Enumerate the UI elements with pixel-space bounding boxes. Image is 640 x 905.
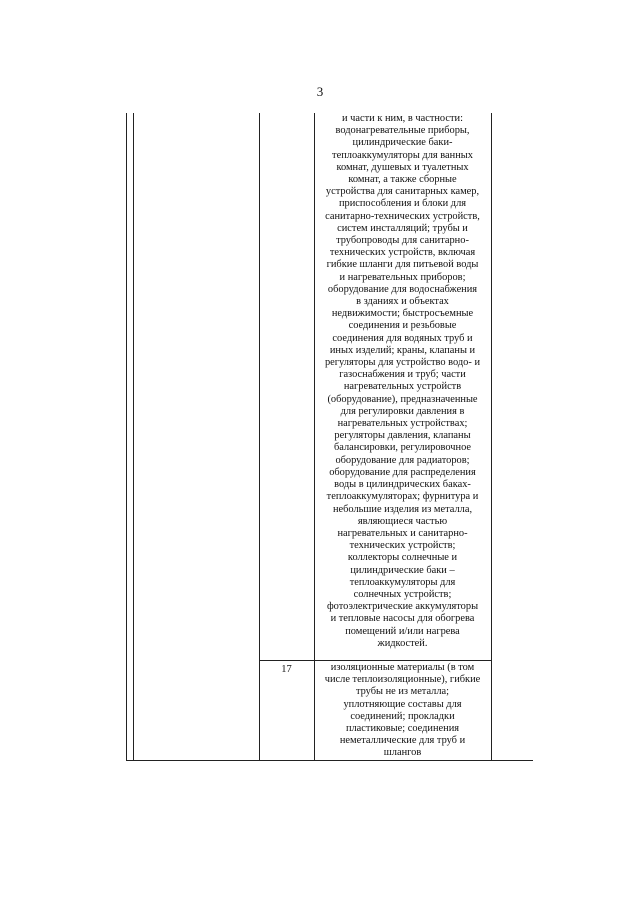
- description-line: неметаллические для труб и: [339, 735, 466, 747]
- row-description: [314, 113, 491, 650]
- description-line: систем инсталляций; трубы и: [337, 222, 468, 234]
- description-line: гибкие шланги для питьевой воды: [326, 259, 479, 271]
- description-line: приспособления и блоки для: [338, 198, 467, 210]
- row-number: 17: [281, 664, 292, 675]
- description-line: регуляторы давления, клапаны: [334, 430, 471, 442]
- description-line: комнат, душевых и туалетных: [336, 161, 469, 173]
- description-line: и нагревательных приборов;: [339, 271, 466, 283]
- description-line: трубопроводы для санитарно-: [336, 235, 469, 247]
- description-line: коллекторы солнечные и: [347, 552, 458, 564]
- row-description: [314, 662, 491, 760]
- description-line: изоляционные материалы (в том: [330, 662, 475, 673]
- table-divider-1: [133, 113, 134, 760]
- description-line: технических устройств;: [349, 540, 456, 552]
- description-line: трубы не из металла;: [355, 686, 450, 698]
- description-line: теплоаккумуляторы для: [349, 576, 456, 588]
- page-number: 3: [316, 84, 324, 99]
- description-line: теплоаккумуляторах; фурнитура и: [326, 491, 479, 503]
- description-line: фотоэлектрические аккумуляторы: [326, 601, 479, 613]
- description-line: нагревательных устройств: [343, 381, 462, 393]
- row-separator: [259, 660, 491, 661]
- description-line: шлангов: [383, 747, 422, 759]
- description-line: регуляторы для устройство водо- и: [324, 357, 481, 369]
- description-line: пластиковые; соединения: [345, 723, 460, 735]
- description-line: и тепловые насосы для обогрева: [330, 613, 475, 625]
- description-line: устройства для санитарных камер,: [325, 186, 480, 198]
- description-line: оборудование для водоснабжения: [327, 283, 478, 295]
- description-line: комнат, а также сборные: [348, 174, 457, 186]
- description-line: в зданиях и объектах: [356, 296, 449, 308]
- description-line: балансировки, регулировочное: [333, 442, 472, 454]
- description-line: соединений; прокладки: [350, 710, 455, 722]
- description-line: уплотняющие составы для: [343, 698, 462, 710]
- table-divider-2: [259, 113, 260, 760]
- description-line: нагревательных и санитарно-: [337, 527, 468, 539]
- description-line: небольшие изделия из металла,: [332, 503, 473, 515]
- description-line: для регулировки давления в: [340, 405, 465, 417]
- description-line: жидкостей.: [377, 637, 428, 649]
- description-line: технических устройств, включая: [329, 247, 476, 259]
- description-line: оборудование для распределения: [329, 466, 476, 478]
- table-border-left: [126, 113, 127, 760]
- description-line: (оборудование), предназначенные: [327, 393, 478, 405]
- description-line: иных изделий; краны, клапаны и: [329, 344, 476, 356]
- table-border-bottom: [126, 760, 533, 761]
- description-line: цилиндрические баки-: [352, 137, 453, 149]
- description-line: солнечных устройств;: [353, 588, 452, 600]
- description-line: воды в цилиндрических баках-: [334, 479, 471, 491]
- description-line: соединения и резьбовые: [348, 320, 457, 332]
- description-line: санитарно-технических устройств,: [325, 210, 480, 222]
- description-line: газоснабжения и труб; части: [339, 369, 466, 381]
- description-line: недвижимости; быстросъемные: [331, 308, 474, 320]
- description-line: цилиндрические баки –: [350, 564, 455, 576]
- description-line: числе теплоизоляционные), гибкие: [324, 674, 481, 686]
- description-line: водонагревательные приборы,: [335, 125, 470, 137]
- description-line: соединения для водяных труб и: [332, 332, 473, 344]
- description-line: нагревательных устройствах;: [337, 418, 468, 430]
- table-divider-4: [491, 113, 492, 760]
- description-line: оборудование для радиаторов;: [335, 454, 470, 466]
- description-line: помещений и/или нагрева: [345, 625, 460, 637]
- description-line: и части к ним, в частности:: [342, 113, 463, 124]
- description-line: являющиеся частью: [357, 515, 448, 527]
- description-line: теплоаккумуляторы для ванных: [332, 149, 473, 161]
